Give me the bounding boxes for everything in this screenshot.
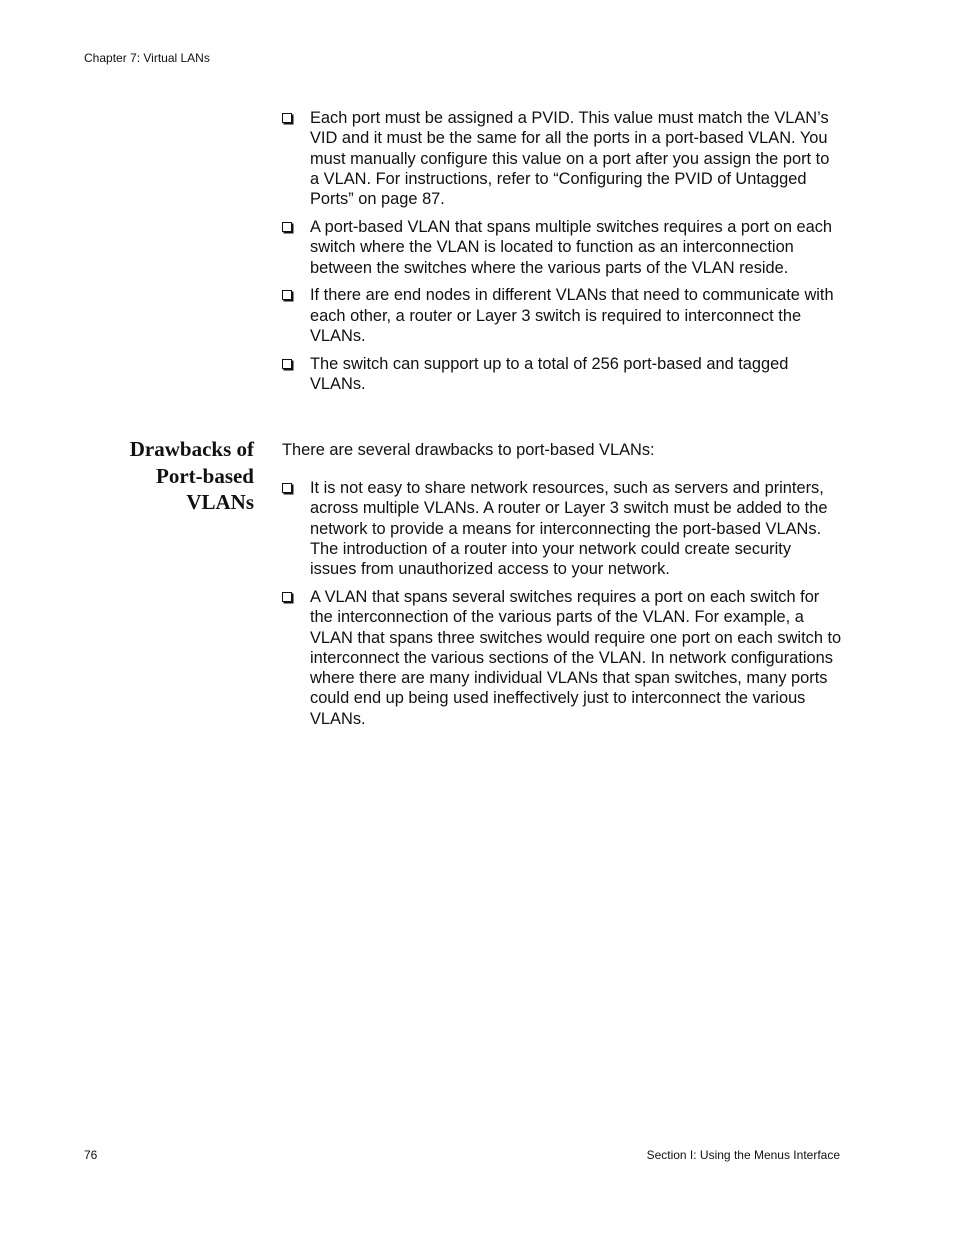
- list-item-text: A port-based VLAN that spans multiple switches requires a port on each switch where the VLAN is located to function as an interconnection between the switches where the various parts of the VLAN reside.: [310, 217, 833, 277]
- list-item: [282, 217, 842, 278]
- checkbox-bullet-icon: [282, 359, 292, 369]
- checkbox-bullet-icon: [282, 222, 292, 232]
- footer-section-title: Section I: Using the Menus Interface: [646, 1148, 840, 1162]
- running-header: Chapter 7: Virtual LANs: [84, 51, 210, 65]
- drawbacks-bullet-list: [282, 478, 842, 737]
- section-intro: There are several drawbacks to port-based VLANs:: [282, 441, 655, 459]
- list-item-text: The switch can support up to a total of 256 port-based and tagged VLANs.: [310, 354, 789, 394]
- top-bullet-list: [282, 108, 842, 402]
- list-item: [282, 478, 842, 579]
- list-item: [282, 587, 842, 729]
- checkbox-bullet-icon: [282, 113, 292, 123]
- list-item-text: Each port must be assigned a PVID. This value must match the VLAN’s VID and it must be the same for all the ports in a port-based VLAN. You must manually configure this value on a port after you assign the port to a VLAN. For instructions, refer to “Configuring the PVID of Untagged Ports” on page 87.: [310, 109, 830, 209]
- checkbox-bullet-icon: [282, 592, 292, 602]
- list-item-text: If there are end nodes in different VLANs that need to communicate with each other, a router or Layer 3 switch is required to interconnect the VLANs.: [310, 286, 834, 345]
- list-item-text: A VLAN that spans several switches requires a port on each switch for the interconnection of the various parts of the VLAN. For example, a VLAN that spans three switches would require one port on each switch to interconnect the various sections of the VLAN. In network configurations where there are many individual VLANs that span switches, many ports could end up being used ineffectively just to interconnect the various VLANs.: [310, 587, 842, 728]
- list-item: [282, 354, 842, 395]
- list-item-text: It is not easy to share network resources, such as servers and printers, across multiple VLANs. A router or Layer 3 switch must be added to the network to provide a means for interconnecting the port-based VLANs. The introduction of a router into your network could create security issues from unauthorized access to your network.: [310, 479, 828, 579]
- checkbox-bullet-icon: [282, 290, 292, 300]
- checkbox-bullet-icon: [282, 483, 292, 493]
- page-number: 76: [84, 1148, 98, 1162]
- list-item: [282, 285, 842, 346]
- section-heading: Drawbacks of Port-based VLANs: [129, 437, 254, 514]
- list-item: [282, 108, 842, 209]
